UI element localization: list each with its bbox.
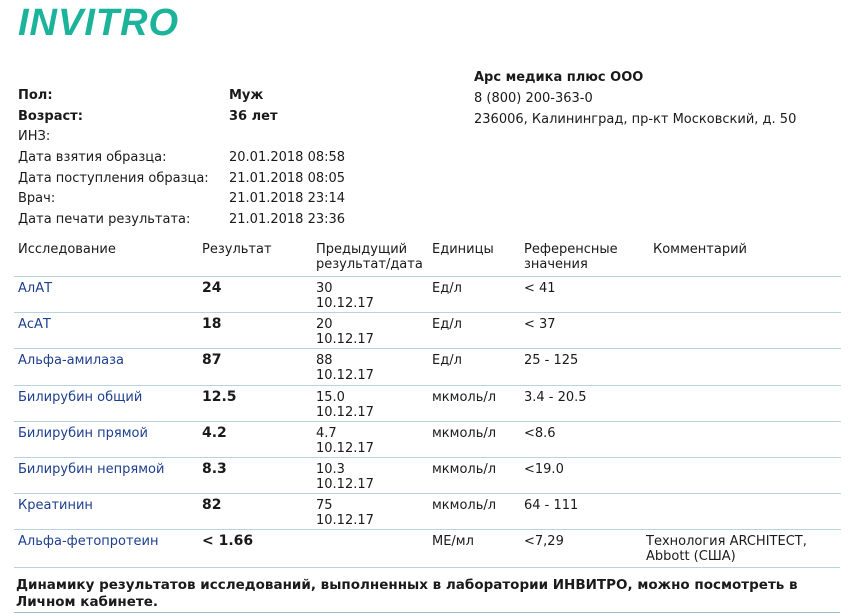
cell-reference: <7,29 bbox=[524, 534, 564, 550]
cell-reference: 3.4 - 20.5 bbox=[524, 389, 587, 405]
header-previous-line2: результат/дата bbox=[316, 257, 423, 272]
cell-reference: 64 - 111 bbox=[524, 498, 579, 514]
patient-info-row bbox=[18, 148, 458, 169]
patient-info bbox=[18, 86, 458, 231]
patient-info-row bbox=[18, 127, 458, 148]
cell-result: 12.5 bbox=[202, 388, 237, 405]
cell-comment bbox=[646, 534, 807, 564]
patient-info-value: 21.01.2018 23:14 bbox=[229, 191, 346, 207]
table-row bbox=[0, 348, 857, 384]
cell-reference: < 41 bbox=[524, 281, 556, 296]
patient-info-label: Врач: bbox=[18, 191, 56, 207]
cell-previous bbox=[316, 353, 374, 383]
lab-phone: 8 (800) 200-363-0 bbox=[474, 91, 593, 106]
cell-test-name: Билирубин общий bbox=[18, 389, 143, 405]
cell-test-name: Креатинин bbox=[18, 498, 93, 514]
lab-info bbox=[474, 67, 796, 130]
patient-info-label: Дата взятия образца: bbox=[18, 150, 167, 166]
patient-info-label: Дата поступления образца: bbox=[18, 170, 209, 186]
patient-info-value: 20.01.2018 08:58 bbox=[229, 150, 346, 166]
cell-result: 24 bbox=[202, 280, 222, 296]
cell-units: мкмоль/л bbox=[432, 425, 497, 441]
cell-result: 18 bbox=[202, 316, 222, 333]
previous-value: 30 bbox=[316, 281, 333, 296]
cell-units: Ед/л bbox=[432, 281, 462, 296]
table-row bbox=[0, 493, 857, 529]
comment-line: Abbott (США) bbox=[646, 549, 736, 565]
previous-value: 20 bbox=[316, 317, 333, 333]
patient-info-label: Пол: bbox=[18, 88, 53, 103]
cell-reference: <8.6 bbox=[524, 425, 556, 441]
cell-previous bbox=[316, 390, 374, 420]
comment-line: Технология ARCHITECT, bbox=[646, 534, 807, 550]
header-reference-line1: Референсные bbox=[524, 242, 618, 257]
patient-info-label: ИНЗ: bbox=[18, 129, 51, 145]
header-test: Исследование bbox=[18, 242, 116, 257]
patient-info-value: Муж bbox=[229, 88, 264, 103]
cell-result: 82 bbox=[202, 497, 222, 514]
cell-result: 4.2 bbox=[202, 424, 227, 441]
cell-test-name: АлАТ bbox=[18, 281, 53, 296]
patient-info-row bbox=[18, 86, 458, 107]
results-table-body bbox=[0, 276, 857, 566]
row-divider bbox=[14, 493, 841, 494]
bottom-divider bbox=[14, 612, 840, 613]
row-divider bbox=[14, 529, 841, 530]
previous-value: 88 bbox=[316, 353, 333, 369]
previous-date: 10.12.17 bbox=[316, 476, 374, 492]
cell-test-name: АсАТ bbox=[18, 317, 51, 333]
row-divider bbox=[14, 385, 841, 386]
previous-date: 10.12.17 bbox=[316, 440, 374, 456]
previous-date: 10.12.17 bbox=[316, 513, 374, 529]
footer-note bbox=[16, 577, 816, 611]
table-row bbox=[0, 276, 857, 312]
previous-date: 10.12.17 bbox=[316, 332, 374, 348]
previous-date: 10.12.17 bbox=[316, 296, 374, 311]
table-row bbox=[0, 385, 857, 421]
cell-units: Ед/л bbox=[432, 317, 462, 333]
patient-info-value: 21.01.2018 23:36 bbox=[229, 212, 346, 228]
cell-reference: < 37 bbox=[524, 317, 556, 333]
cell-units: МЕ/мл bbox=[432, 534, 474, 550]
previous-value: 4.7 bbox=[316, 425, 337, 441]
previous-date: 10.12.17 bbox=[316, 404, 374, 420]
cell-units: мкмоль/л bbox=[432, 461, 497, 477]
previous-date: 10.12.17 bbox=[316, 368, 374, 384]
table-row bbox=[0, 457, 857, 493]
row-divider bbox=[14, 348, 841, 349]
patient-info-label: Дата печати результата: bbox=[18, 212, 191, 228]
header-previous bbox=[316, 242, 423, 272]
cell-test-name: Альфа-фетопротеин bbox=[18, 534, 159, 550]
row-divider bbox=[14, 457, 841, 458]
cell-units: Ед/л bbox=[432, 353, 462, 369]
row-divider bbox=[14, 421, 841, 422]
cell-units: мкмоль/л bbox=[432, 389, 497, 405]
invitro-logo: INVITRO bbox=[18, 2, 180, 44]
table-row bbox=[0, 312, 857, 348]
cell-result: < 1.66 bbox=[202, 533, 254, 550]
cell-test-name: Билирубин непрямой bbox=[18, 461, 165, 477]
patient-info-value: 36 лет bbox=[229, 108, 278, 124]
patient-info-value: 21.01.2018 08:05 bbox=[229, 170, 346, 186]
patient-info-row bbox=[18, 107, 458, 128]
header-reference bbox=[524, 242, 618, 272]
cell-test-name: Альфа-амилаза bbox=[18, 353, 125, 369]
header-result: Результат bbox=[202, 242, 272, 257]
patient-info-row bbox=[18, 189, 458, 210]
cell-result: 87 bbox=[202, 352, 222, 369]
cell-previous bbox=[316, 317, 374, 347]
patient-info-row bbox=[18, 169, 458, 190]
table-row bbox=[0, 529, 857, 565]
cell-units: мкмоль/л bbox=[432, 498, 497, 514]
cell-reference: <19.0 bbox=[524, 461, 564, 477]
previous-value: 75 bbox=[316, 498, 333, 514]
table-row bbox=[0, 421, 857, 457]
patient-info-row bbox=[18, 210, 458, 231]
lab-name: Арс медика плюс ООО bbox=[474, 70, 644, 85]
header-previous-line1: Предыдущий bbox=[316, 242, 408, 257]
cell-previous bbox=[316, 281, 374, 311]
results-table-header bbox=[0, 242, 857, 276]
cell-previous bbox=[316, 426, 374, 456]
row-divider bbox=[14, 276, 841, 277]
previous-value: 10.3 bbox=[316, 461, 345, 477]
previous-value: 15.0 bbox=[316, 389, 345, 405]
footer-line1: Динамику результатов исследований, выполненных в лаборатории ИНВИТРО, можно посмотреть в bbox=[16, 577, 798, 593]
cell-result: 8.3 bbox=[202, 460, 227, 477]
cell-previous bbox=[316, 462, 374, 492]
cell-previous bbox=[316, 498, 374, 528]
footer-divider bbox=[14, 567, 840, 568]
cell-reference: 25 - 125 bbox=[524, 353, 579, 369]
row-divider bbox=[14, 312, 841, 313]
patient-info-label: Возраст: bbox=[18, 108, 83, 124]
header-comment: Комментарий bbox=[653, 242, 747, 257]
lab-address: 236006, Калининград, пр-кт Московский, д. 50 bbox=[474, 112, 797, 127]
footer-line2: Личном кабинете. bbox=[16, 594, 159, 610]
cell-test-name: Билирубин прямой bbox=[18, 425, 148, 441]
header-units: Единицы bbox=[432, 242, 494, 257]
header-reference-line2: значения bbox=[524, 257, 588, 272]
